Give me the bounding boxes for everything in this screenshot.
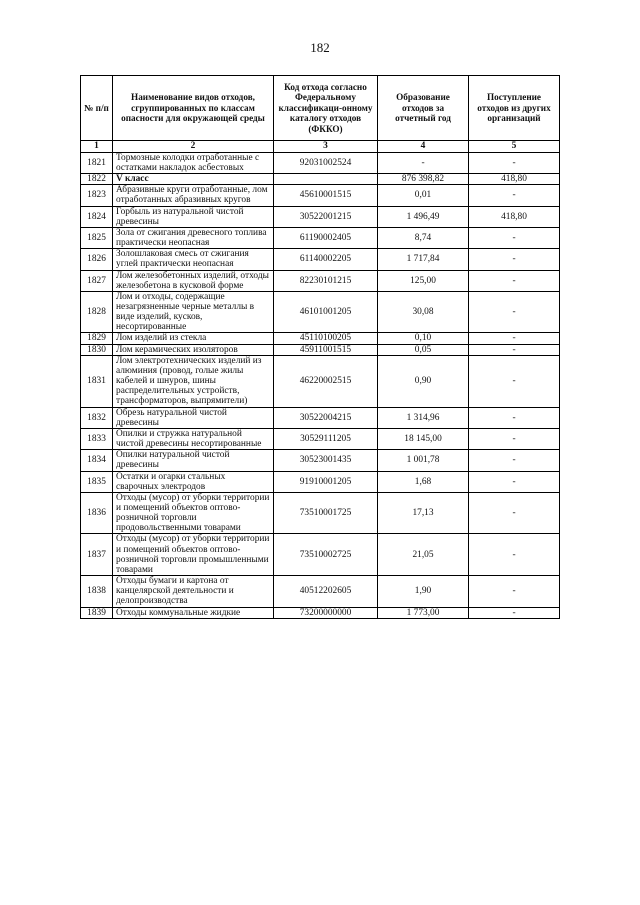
table-row xyxy=(81,333,560,344)
column-numbers-row xyxy=(81,141,560,153)
waste-name: Золошлаковая смесь от сжигания углей практически неопасная xyxy=(113,249,274,270)
formed-amount: 21,05 xyxy=(378,534,469,576)
row-number: 1827 xyxy=(81,270,113,291)
row-number: 1838 xyxy=(81,576,113,607)
formed-amount: 1 773,00 xyxy=(378,607,469,618)
received-amount: - xyxy=(469,407,560,428)
waste-name: Отходы (мусор) от уборки территории и помещений объектов оптово-розничной торговли промышленными товарами xyxy=(113,534,274,576)
row-number: 1826 xyxy=(81,249,113,270)
row-number: 1823 xyxy=(81,185,113,206)
table-row xyxy=(81,407,560,428)
column-number: 2 xyxy=(113,141,274,153)
fkko-code: 91910001205 xyxy=(274,471,378,492)
table-body xyxy=(81,152,560,618)
fkko-code: 73200000000 xyxy=(274,607,378,618)
row-number: 1822 xyxy=(81,174,113,185)
table-row xyxy=(81,492,560,534)
formed-amount: 0,10 xyxy=(378,333,469,344)
fkko-code: 30522001215 xyxy=(274,206,378,227)
row-number: 1833 xyxy=(81,428,113,449)
formed-amount: 8,74 xyxy=(378,227,469,248)
received-amount: - xyxy=(469,249,560,270)
waste-name: Тормозные колодки отработанные с остатками накладок асбестовых xyxy=(113,152,274,173)
received-amount: - xyxy=(469,534,560,576)
formed-amount: 1 496,49 xyxy=(378,206,469,227)
waste-name: Отходы коммунальные жидкие xyxy=(113,607,274,618)
received-amount: - xyxy=(469,344,560,355)
formed-amount: 30,08 xyxy=(378,291,469,333)
header-row xyxy=(81,76,560,141)
fkko-code: 61190002405 xyxy=(274,227,378,248)
received-amount: - xyxy=(469,227,560,248)
row-number: 1834 xyxy=(81,450,113,471)
formed-amount: 1,90 xyxy=(378,576,469,607)
received-amount: - xyxy=(469,333,560,344)
table-row xyxy=(81,607,560,618)
received-amount: - xyxy=(469,471,560,492)
received-amount: - xyxy=(469,492,560,534)
waste-name: Абразивные круги отработанные, лом отработанных абразивных кругов xyxy=(113,185,274,206)
fkko-code: 40512202605 xyxy=(274,576,378,607)
fkko-code: 61140002205 xyxy=(274,249,378,270)
row-number: 1839 xyxy=(81,607,113,618)
formed-amount: 17,13 xyxy=(378,492,469,534)
row-number: 1837 xyxy=(81,534,113,576)
formed-amount: - xyxy=(378,152,469,173)
waste-name: Лом керамических изоляторов xyxy=(113,344,274,355)
formed-amount: 0,05 xyxy=(378,344,469,355)
formed-amount: 125,00 xyxy=(378,270,469,291)
header-name: Наименование видов отходов, сгруппированных по классам опасности для окружающей среды xyxy=(113,76,274,141)
row-number: 1829 xyxy=(81,333,113,344)
waste-name: Горбыль из натуральной чистой древесины xyxy=(113,206,274,227)
column-number: 5 xyxy=(469,141,560,153)
received-amount: 418,80 xyxy=(469,174,560,185)
fkko-code: 30529111205 xyxy=(274,428,378,449)
fkko-code: 46220002515 xyxy=(274,355,378,407)
fkko-code: 82230101215 xyxy=(274,270,378,291)
received-amount: - xyxy=(469,185,560,206)
received-amount: - xyxy=(469,576,560,607)
received-amount: - xyxy=(469,450,560,471)
table-row xyxy=(81,450,560,471)
waste-name: Отходы бумаги и картона от канцелярской деятельности и делопроизводства xyxy=(113,576,274,607)
table-row xyxy=(81,185,560,206)
table-row xyxy=(81,249,560,270)
table-row xyxy=(81,152,560,173)
waste-name: Лом изделий из стекла xyxy=(113,333,274,344)
waste-name: Лом железобетонных изделий, отходы железобетона в кусковой форме xyxy=(113,270,274,291)
received-amount: - xyxy=(469,607,560,618)
fkko-code: 73510001725 xyxy=(274,492,378,534)
waste-name: Лом и отходы, содержащие незагрязненные черные металлы в виде изделий, кусков, несортированные xyxy=(113,291,274,333)
fkko-code: 45610001515 xyxy=(274,185,378,206)
fkko-code xyxy=(274,174,378,185)
formed-amount: 0,01 xyxy=(378,185,469,206)
formed-amount: 876 398,82 xyxy=(378,174,469,185)
waste-name: Лом электротехнических изделий из алюминия (провод, голые жилы кабелей и шнуров, шины распределительных устройств, трансформаторов, выпрямители) xyxy=(113,355,274,407)
received-amount: - xyxy=(469,291,560,333)
fkko-code: 45110100205 xyxy=(274,333,378,344)
waste-table xyxy=(80,75,560,619)
row-number: 1836 xyxy=(81,492,113,534)
received-amount: - xyxy=(469,270,560,291)
row-number: 1831 xyxy=(81,355,113,407)
row-number: 1821 xyxy=(81,152,113,173)
table-row xyxy=(81,291,560,333)
received-amount: - xyxy=(469,152,560,173)
table-row xyxy=(81,471,560,492)
table-row xyxy=(81,355,560,407)
fkko-code: 45911001515 xyxy=(274,344,378,355)
fkko-code: 92031002524 xyxy=(274,152,378,173)
received-amount: 418,80 xyxy=(469,206,560,227)
page-number: 182 xyxy=(310,40,330,55)
table-row xyxy=(81,344,560,355)
table-row xyxy=(81,227,560,248)
waste-name: V класс xyxy=(113,174,274,185)
header-num: № п/п xyxy=(81,76,113,141)
fkko-code: 30523001435 xyxy=(274,450,378,471)
row-number: 1832 xyxy=(81,407,113,428)
received-amount: - xyxy=(469,355,560,407)
row-number: 1828 xyxy=(81,291,113,333)
row-number: 1830 xyxy=(81,344,113,355)
fkko-code: 73510002725 xyxy=(274,534,378,576)
table-row xyxy=(81,206,560,227)
formed-amount: 1 001,78 xyxy=(378,450,469,471)
table-row xyxy=(81,428,560,449)
fkko-code: 46101001205 xyxy=(274,291,378,333)
formed-amount: 0,90 xyxy=(378,355,469,407)
waste-name: Опилки натуральной чистой древесины xyxy=(113,450,274,471)
table-row xyxy=(81,174,560,185)
waste-name: Отходы (мусор) от уборки территории и помещений объектов оптово-розничной торговли продовольственными товарами xyxy=(113,492,274,534)
fkko-code: 30522004215 xyxy=(274,407,378,428)
column-number: 1 xyxy=(81,141,113,153)
row-number: 1824 xyxy=(81,206,113,227)
header-code: Код отхода согласно Федеральному классификаци-онному каталогу отходов (ФККО) xyxy=(274,76,378,141)
waste-name: Зола от сжигания древесного топлива практически неопасная xyxy=(113,227,274,248)
waste-name: Опилки и стружка натуральной чистой древесины несортированные xyxy=(113,428,274,449)
column-number: 3 xyxy=(274,141,378,153)
formed-amount: 18 145,00 xyxy=(378,428,469,449)
received-amount: - xyxy=(469,428,560,449)
row-number: 1835 xyxy=(81,471,113,492)
formed-amount: 1,68 xyxy=(378,471,469,492)
table-row xyxy=(81,534,560,576)
row-number: 1825 xyxy=(81,227,113,248)
waste-name: Обрезь натуральной чистой древесины xyxy=(113,407,274,428)
column-number: 4 xyxy=(378,141,469,153)
table-row xyxy=(81,576,560,607)
header-received: Поступление отходов из других организаций xyxy=(469,76,560,141)
formed-amount: 1 717,84 xyxy=(378,249,469,270)
waste-name: Остатки и огарки стальных сварочных электродов xyxy=(113,471,274,492)
table-row xyxy=(81,270,560,291)
formed-amount: 1 314,96 xyxy=(378,407,469,428)
header-formed: Образование отходов за отчетный год xyxy=(378,76,469,141)
